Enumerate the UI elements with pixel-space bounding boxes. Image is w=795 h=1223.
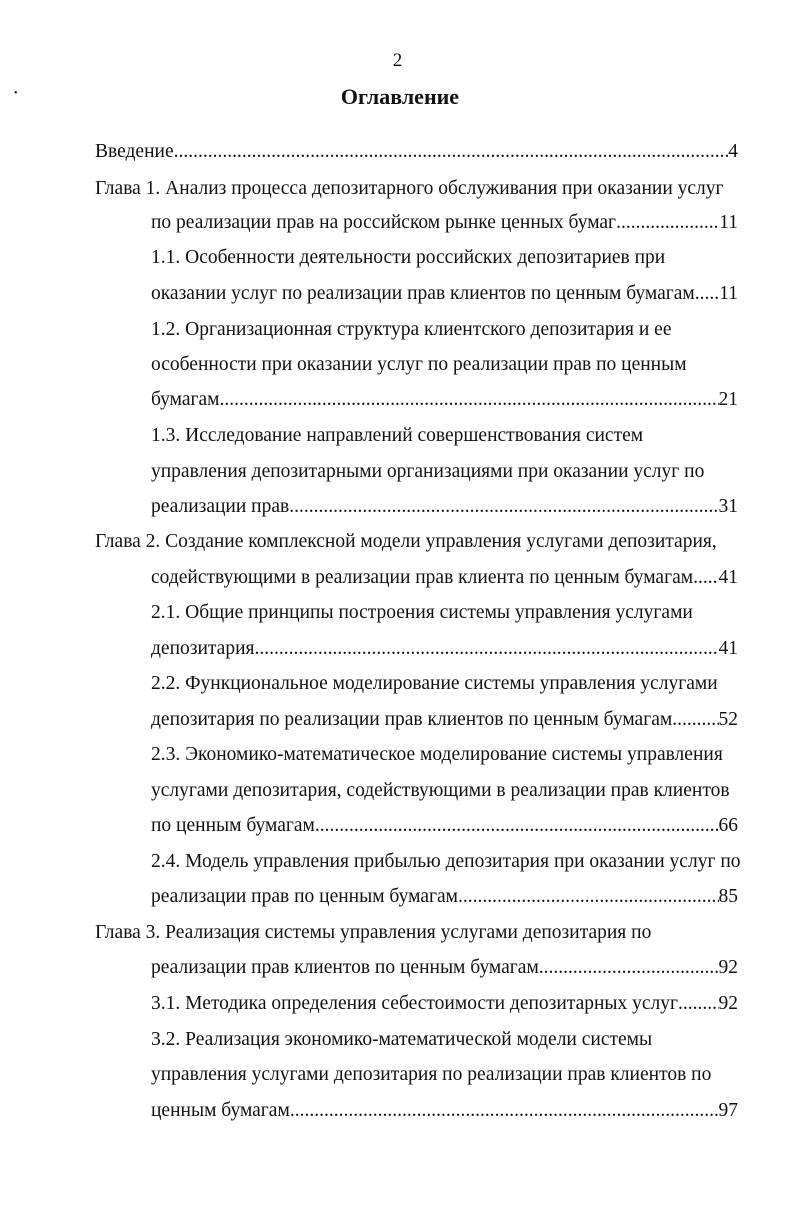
toc-chapter-2-line-1: Глава 2. Создание комплексной модели управления услугами депозитария, [95,531,717,552]
toc-page-number: 41 [718,638,738,659]
toc-entry-text: реализации прав [151,496,290,517]
toc-section-2-4-line-1: 2.4. Модель управления прибылью депозитария при оказании услуг по [151,851,741,872]
page-number: 2 [392,50,403,71]
toc-entry-intro [95,134,738,170]
toc-chapter-3-line-1: Глава 3. Реализация системы управления услугами депозитария по [95,922,652,943]
dot-leader [315,808,719,844]
toc-section-3-2 [151,1093,738,1129]
toc-entry-text: депозитария [151,638,255,659]
toc-page-number: 31 [718,496,738,517]
toc-entry-text: Введение [95,141,174,162]
toc-page-number: 92 [718,957,738,978]
toc-page-number: 11 [719,212,738,233]
dot-leader [672,702,718,738]
toc-section-2-1-line-1: 2.1. Общие принципы построения системы управления услугами [151,602,693,623]
toc-entry-text: по реализации прав на российском рынке ценных бумаг [151,212,617,233]
toc-chapter-1-line-1: Глава 1. Анализ процесса депозитарного обслуживания при оказании услуг [95,178,724,199]
toc-section-2-1 [151,631,738,667]
scan-mark: • [14,88,18,99]
toc-section-1-3 [151,489,738,525]
toc-section-3-2-line-1: 3.2. Реализация экономико-математической модели системы [151,1029,653,1050]
toc-section-2-4 [151,879,738,915]
dot-leader [539,950,719,986]
toc-entry-text: по ценным бумагам [151,815,315,836]
toc-section-2-3-line-1: 2.3. Экономико-математическое моделирование системы управления [151,744,723,765]
dot-leader [174,134,729,170]
toc-entry-text: 3.1. Методика определения себестоимости депозитарных услуг [151,993,679,1014]
dot-leader [693,560,718,596]
toc-page-number: 4 [728,141,738,162]
toc-entry-text: реализации прав клиентов по ценным бумагам [151,957,539,978]
toc-chapter-2 [151,560,738,596]
toc-section-2-3 [151,808,738,844]
toc-section-1-3-line-2: управления депозитарными организациями при оказании услуг по [151,461,705,482]
toc-entry-text: бумагам [151,389,220,410]
toc-page-number: 11 [719,283,738,304]
toc-entry-text: оказании услуг по реализации прав клиентов по ценным бумагам [151,283,695,304]
dot-leader [254,631,718,667]
dot-leader [289,489,718,525]
toc-section-2-2 [151,702,738,738]
toc-section-1-2-line-2: особенности при оказании услуг по реализации прав по ценным [151,354,687,375]
dot-leader [290,1093,719,1129]
toc-entry-text: содействующими в реализации прав клиента по ценным бумагам [151,567,694,588]
toc-page-number: 97 [718,1100,738,1121]
dot-leader [458,879,719,915]
toc-page-number: 92 [718,993,738,1014]
toc-page-number: 41 [718,567,738,588]
toc-section-3-1 [151,986,738,1022]
dot-leader [616,205,719,241]
toc-entry-text: ценным бумагам [151,1100,290,1121]
toc-title: Оглавление [340,84,460,109]
dot-leader [695,276,719,312]
toc-page-number: 21 [718,389,738,410]
toc-section-2-2-line-1: 2.2. Функциональное моделирование системы управления услугами [151,673,718,694]
dot-leader [678,986,718,1022]
toc-section-1-2-line-1: 1.2. Организационная структура клиентского депозитария и ее [151,319,672,340]
toc-section-1-3-line-1: 1.3. Исследование направлений совершенствования систем [151,425,644,446]
toc-section-3-2-line-2: управления услугами депозитария по реализации прав клиентов по [151,1064,712,1085]
toc-section-1-1-line-1: 1.1. Особенности деятельности российских депозитариев при [151,247,666,268]
toc-section-1-2 [151,382,738,418]
toc-chapter-3 [151,950,738,986]
toc-entry-text: депозитария по реализации прав клиентов по ценным бумагам [151,709,673,730]
toc-entry-text: реализации прав по ценным бумагам [151,886,458,907]
toc-section-1-1 [151,276,738,312]
dot-leader [220,382,719,418]
toc-page-number: 85 [718,886,738,907]
toc-section-2-3-line-2: услугами депозитария, содействующими в реализации прав клиентов [151,780,730,801]
toc-page-number: 52 [718,709,738,730]
toc-chapter-1 [151,205,738,241]
toc-page-number: 66 [718,815,738,836]
